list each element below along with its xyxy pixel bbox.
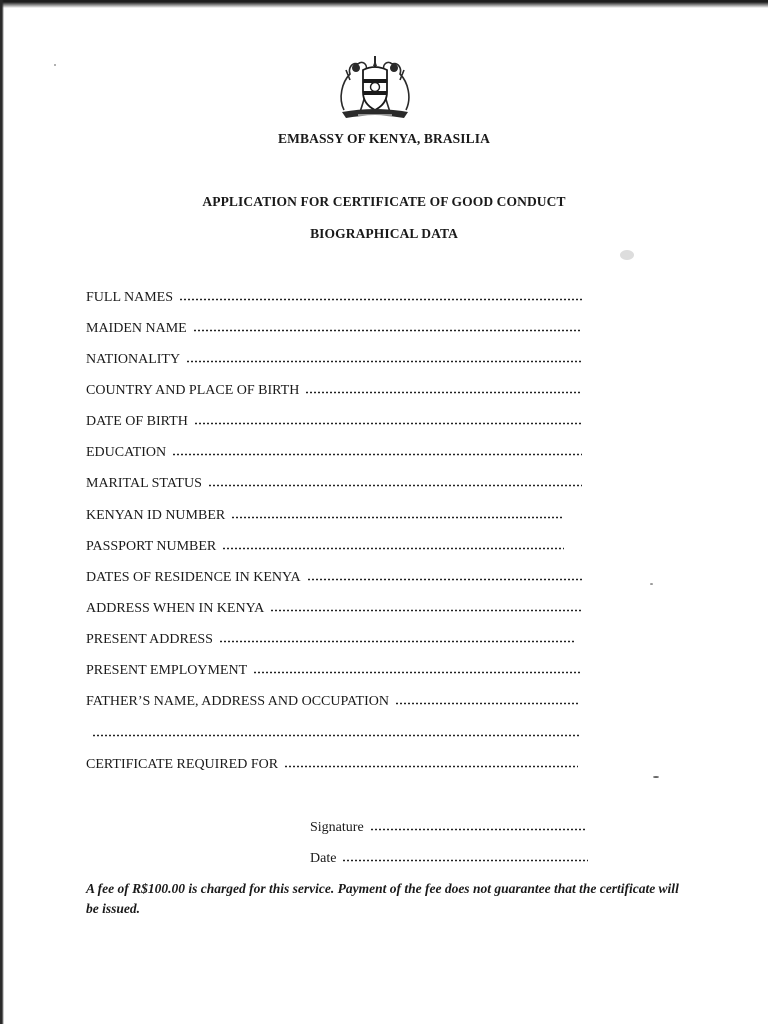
fee-notice: A fee of R$100.00 is charged for this service. Payment of the fee does not guarantee that the certificate will be issued. — [86, 881, 679, 916]
embassy-name: EMBASSY OF KENYA, BRASILIA — [278, 131, 490, 146]
dotted-entry-line[interactable] — [179, 287, 582, 301]
scan-speck — [650, 583, 653, 585]
field-label: MAIDEN NAME — [86, 321, 187, 336]
date-label: Date — [310, 851, 337, 866]
kenya-coat-of-arms-icon — [336, 52, 414, 120]
field-label: PRESENT EMPLOYMENT — [86, 663, 248, 678]
scan-speck — [54, 64, 56, 66]
dotted-entry-line[interactable] — [270, 598, 582, 612]
field-full-names[interactable] — [86, 287, 582, 307]
field-present-employment[interactable] — [86, 660, 582, 680]
dotted-entry-line[interactable] — [219, 629, 574, 643]
field-date-of-birth[interactable] — [86, 411, 582, 431]
field-fathers-details[interactable] — [86, 691, 580, 711]
field-present-address[interactable] — [86, 629, 574, 649]
dotted-entry-line[interactable] — [395, 691, 580, 705]
field-passport-number[interactable] — [86, 536, 564, 556]
field-country-place-of-birth[interactable] — [86, 380, 582, 400]
field-fathers-details-continued[interactable] — [86, 723, 580, 743]
field-label: MARITAL STATUS — [86, 476, 202, 491]
dotted-entry-line[interactable] — [305, 380, 582, 394]
scan-speck — [620, 250, 634, 260]
field-label: PASSPORT NUMBER — [86, 539, 217, 554]
dotted-entry-line[interactable] — [92, 723, 580, 737]
form-title: APPLICATION FOR CERTIFICATE OF GOOD CONDUCT — [202, 194, 566, 209]
field-label: FATHER’S NAME, ADDRESS AND OCCUPATION — [86, 694, 389, 709]
field-dates-of-residence[interactable] — [86, 567, 582, 587]
field-label: COUNTRY AND PLACE OF BIRTH — [86, 383, 300, 398]
scan-speck — [653, 776, 659, 778]
field-maiden-name[interactable] — [86, 318, 582, 338]
scan-edge-top — [0, 0, 768, 10]
dotted-entry-line[interactable] — [342, 848, 588, 862]
dotted-entry-line[interactable] — [284, 754, 578, 768]
field-marital-status[interactable] — [86, 473, 582, 493]
dotted-entry-line[interactable] — [186, 349, 582, 363]
signature-field[interactable] — [310, 817, 586, 837]
dotted-entry-line[interactable] — [307, 567, 582, 581]
field-label: DATES OF RESIDENCE IN KENYA — [86, 570, 301, 585]
scan-edge-left — [0, 0, 4, 1024]
field-certificate-required-for[interactable] — [86, 754, 578, 774]
dotted-entry-line[interactable] — [370, 817, 586, 831]
field-kenyan-id-number[interactable] — [86, 505, 564, 525]
date-field[interactable] — [310, 848, 588, 868]
dotted-entry-line[interactable] — [222, 536, 564, 550]
field-label: NATIONALITY — [86, 352, 181, 367]
form-subtitle: BIOGRAPHICAL DATA — [310, 226, 458, 241]
field-label: CERTIFICATE REQUIRED FOR — [86, 757, 279, 772]
dotted-entry-line[interactable] — [253, 660, 582, 674]
field-nationality[interactable] — [86, 349, 582, 369]
dotted-entry-line[interactable] — [194, 411, 582, 425]
dotted-entry-line[interactable] — [172, 442, 582, 456]
dotted-entry-line[interactable] — [193, 318, 582, 332]
field-label: EDUCATION — [86, 445, 167, 460]
field-label: DATE OF BIRTH — [86, 414, 188, 429]
field-label: KENYAN ID NUMBER — [86, 508, 226, 523]
signature-label: Signature — [310, 820, 364, 835]
field-label: FULL NAMES — [86, 290, 173, 305]
field-label: PRESENT ADDRESS — [86, 632, 213, 647]
dotted-entry-line[interactable] — [208, 473, 582, 487]
field-label: ADDRESS WHEN IN KENYA — [86, 601, 265, 616]
field-address-in-kenya[interactable] — [86, 598, 582, 618]
dotted-entry-line[interactable] — [231, 505, 564, 519]
field-education[interactable] — [86, 442, 582, 462]
